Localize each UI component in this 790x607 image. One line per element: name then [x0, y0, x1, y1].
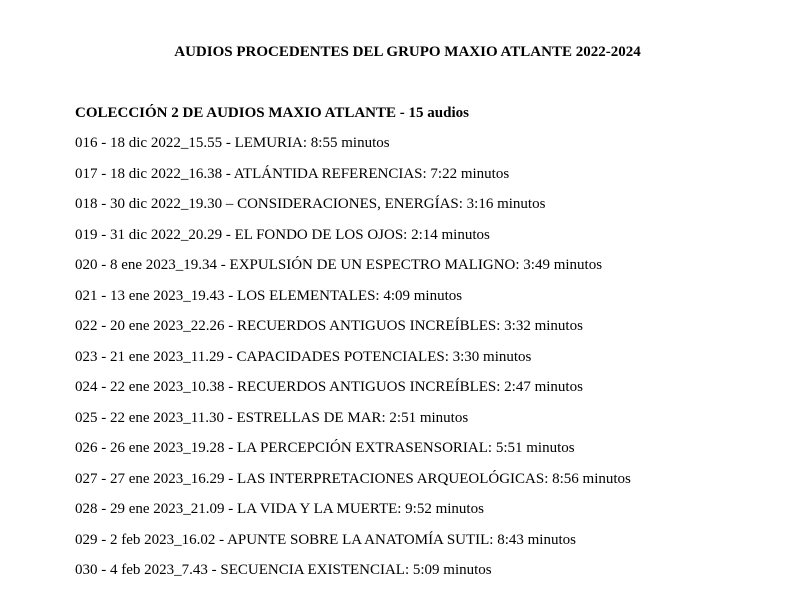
collection-heading: COLECCIÓN 2 DE AUDIOS MAXIO ATLANTE - 15 audios [75, 105, 469, 121]
audio-entry-026: 026 - 26 ene 2023_19.28 - LA PERCEPCIÓN EXTRASENSORIAL: 5:51 minutos [75, 440, 575, 456]
audio-entry-030: 030 - 4 feb 2023_7.43 - SECUENCIA EXISTENCIAL: 5:09 minutos [75, 562, 492, 578]
audio-entry-019: 019 - 31 dic 2022_20.29 - EL FONDO DE LOS OJOS: 2:14 minutos [75, 226, 490, 243]
document-title: AUDIOS PROCEDENTES DEL GRUPO MAXIO ATLANTE 2022-2024 [174, 44, 641, 60]
audio-entry-024: 024 - 22 ene 2023_10.38 - RECUERDOS ANTIGUOS INCREÍBLES: 2:47 minutos [75, 379, 583, 395]
audio-entry-027: 027 - 27 ene 2023_16.29 - LAS INTERPRETACIONES ARQUEOLÓGICAS: 8:56 minutos [75, 470, 631, 487]
audio-entry-016: 016 - 18 dic 2022_15.55 - LEMURIA: 8:55 minutos [75, 135, 390, 151]
audio-entry-025: 025 - 22 ene 2023_11.30 - ESTRELLAS DE MAR: 2:51 minutos [75, 409, 469, 426]
audio-entry-023: 023 - 21 ene 2023_11.29 - CAPACIDADES POTENCIALES: 3:30 minutos [75, 348, 532, 365]
audio-entry-018: 018 - 30 dic 2022_19.30 – CONSIDERACIONES, ENERGÍAS: 3:16 minutos [75, 196, 546, 212]
audio-entry-017: 017 - 18 dic 2022_16.38 - ATLÁNTIDA REFERENCIAS: 7:22 minutos [75, 165, 510, 182]
audio-entry-021: 021 - 13 ene 2023_19.43 - LOS ELEMENTALES: 4:09 minutos [75, 287, 463, 304]
audio-entry-028: 028 - 29 ene 2023_21.09 - LA VIDA Y LA MUERTE: 9:52 minutos [75, 501, 484, 517]
audio-entry-list [75, 133, 631, 591]
audio-entry-020: 020 - 8 ene 2023_19.34 - EXPULSIÓN DE UN ESPECTRO MALIGNO: 3:49 minutos [75, 257, 603, 273]
audio-entry-022: 022 - 20 ene 2023_22.26 - RECUERDOS ANTIGUOS INCREÍBLES: 3:32 minutos [75, 318, 583, 334]
audio-entry-029: 029 - 2 feb 2023_16.02 - APUNTE SOBRE LA ANATOMÍA SUTIL: 8:43 minutos [75, 531, 576, 548]
